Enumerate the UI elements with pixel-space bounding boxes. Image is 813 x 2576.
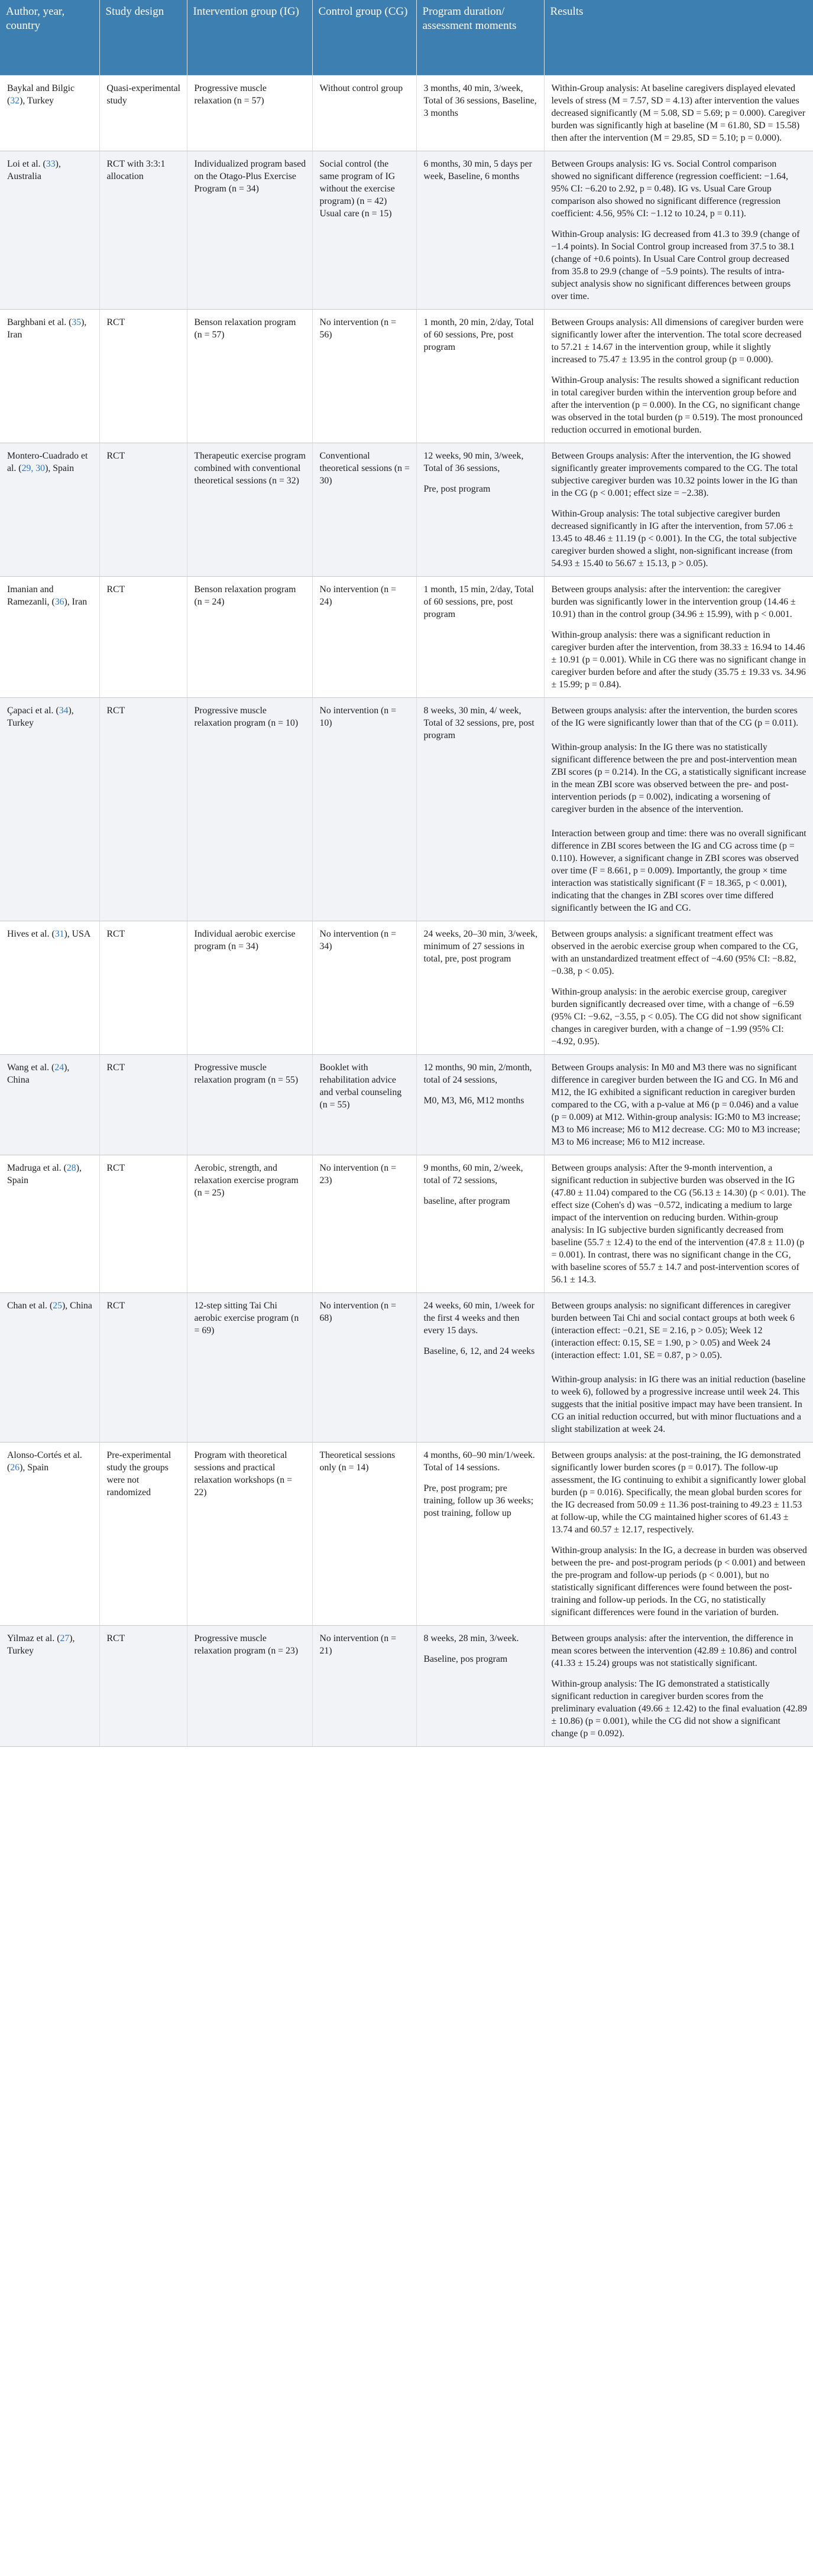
control-cell: No intervention (n = 23) — [312, 1155, 416, 1293]
duration-cell — [416, 1055, 544, 1155]
author-cell — [0, 1293, 99, 1443]
intervention-cell: Benson relaxation program (n = 24) — [187, 577, 312, 698]
table-body — [0, 76, 813, 1747]
results-cell — [544, 577, 813, 698]
author-text: Imanian and Ramezanli, ( — [7, 584, 55, 607]
author-text: Chan et al. ( — [7, 1301, 53, 1311]
study-design-cell: RCT — [99, 921, 187, 1055]
author-country: ), Australia — [7, 159, 61, 181]
results-cell — [544, 151, 813, 310]
author-country: ), Spain — [7, 1163, 82, 1185]
intervention-cell: Aerobic, strength, and relaxation exercise program (n = 25) — [187, 1155, 312, 1293]
results-paragraph: Between Groups analysis: All dimensions of caregiver burden were significantly lower after the intervention. The total score decreased to 57.21 ± 14.67 in the intervention group, while it slightly increased to 75.47 ± 13.95 in the control group (p = 0.000). — [551, 317, 804, 365]
results-paragraph: Interaction between group and time: there was no overall significant difference in ZBI scores between the IG and CG across time (p = 0.110). However, a significant change in ZBI scores was observed over time (F = 8.661, p = 0.009). Importantly, the group × time interaction was statistically significant (F = 18.365, p < 0.001), indicating that the changes in ZBI scores over time differed significantly between the IG and CG. — [551, 829, 806, 913]
reference-link[interactable]: 25 — [53, 1301, 62, 1311]
author-text: Yilmaz et al. ( — [7, 1633, 60, 1643]
study-design-cell: RCT — [99, 1155, 187, 1293]
results-paragraph: Between groups analysis: after the intervention, the burden scores of the IG were significantly lower than that of the CG (p = 0.011). — [551, 706, 799, 728]
author-country: ), Iran — [7, 317, 87, 340]
author-text: Barghbani et al. ( — [7, 317, 72, 327]
table-row — [0, 76, 813, 151]
author-text: Wang et al. ( — [7, 1063, 55, 1073]
results-cell — [544, 1155, 813, 1293]
author-text: Loi et al. ( — [7, 159, 46, 169]
reference-link[interactable]: 32 — [10, 96, 20, 106]
intervention-cell: Progressive muscle relaxation program (n = 23) — [187, 1626, 312, 1747]
duration-cell — [416, 698, 544, 921]
results-paragraph: Within-group analysis: In the IG there was no statistically significant difference between the pre and post-intervention mean ZBI scores (p = 0.214). In the CG, a statistically significant increase in the mean ZBI score was observed between the pre- and post-intervention periods (p = 0.002), indicating a worsening of caregiver burden in the absence of the intervention. — [551, 742, 806, 814]
table-row — [0, 1443, 813, 1626]
results-cell — [544, 1055, 813, 1155]
duration-cell — [416, 1443, 544, 1626]
control-cell: No intervention (n = 68) — [312, 1293, 416, 1443]
intervention-cell: Progressive muscle relaxation program (n = 10) — [187, 698, 312, 921]
duration-paragraph: Pre, post program; pre training, follow up 36 weeks; post training, follow up — [423, 1483, 534, 1518]
study-design-cell: Pre-experimental study the groups were not randomized — [99, 1443, 187, 1626]
author-text: Madruga et al. ( — [7, 1163, 67, 1173]
results-paragraph: Between groups analysis: after the intervention: the caregiver burden was significantly lower in the intervention group (14.46 ± 10.91) than in the control group (34.96 ± 15.99), with p < 0.001. — [551, 584, 796, 619]
results-paragraph: Within-group analysis: in the aerobic exercise group, caregiver burden significantly decreased over time, with a change of −6.59 (95% CI: −9.62, −3.55, p < 0.05). The CG did not show significant changes in caregiver burden, with a change of −1.99 (95% CI: −4.92, 0.95). — [551, 987, 802, 1047]
control-cell: Social control (the same program of IG without the exercise program) (n = 42) Usual care (n = 15) — [312, 151, 416, 310]
results-paragraph: Between Groups analysis: IG vs. Social Control comparison showed no significant difference (regression coefficient: −1.64, 95% CI: −6.20 to 2.92, p = 0.48). IG vs. Usual Care Group comparison also showed no significant difference (regression coefficient: 4.56, 95% CI: −1.12 to 10.24, p = 0.11). — [551, 159, 788, 219]
study-design-cell: RCT — [99, 1626, 187, 1747]
control-cell: Conventional theoretical sessions (n = 30) — [312, 443, 416, 577]
duration-cell — [416, 443, 544, 577]
results-paragraph: Between groups analysis: no significant differences in caregiver burden between Tai Chi and social contact groups at both week 6 (interaction effect: −0.21, SE = 2.16, p > 0.05); Week 12 (interaction effect: 0.15, SE = 1.90, p > 0.05) and Week 24 (interaction effect: 1.01, SE = 0.87, p > 0.05). — [551, 1301, 795, 1360]
results-paragraph: Between groups analysis: after the intervention, the difference in mean scores between the intervention (42.89 ± 10.86) and control (41.33 ± 15.24) groups was not statistically significant. — [551, 1633, 797, 1668]
results-cell — [544, 1443, 813, 1626]
results-paragraph: Between groups analysis: at the post-training, the IG demonstrated significantly lower burden scores (p = 0.017). The follow-up assessment, the IG continuing to exhibit a significantly lower global burden (p = 0.016). Specifically, the mean global burden scores for the IG decreased from 50.09 ± 11.36 post-training to 49.23 ± 11.53 at follow-up, while the CG maintained higher scores of 61.43 ± 13.74 and 60.57 ± 12.17, respectively. — [551, 1450, 806, 1535]
results-cell — [544, 921, 813, 1055]
author-cell — [0, 76, 99, 151]
intervention-cell: Individual aerobic exercise program (n = 34) — [187, 921, 312, 1055]
reference-link[interactable]: 26 — [10, 1463, 20, 1473]
control-cell: Theoretical sessions only (n = 14) — [312, 1443, 416, 1626]
intervention-cell: Program with theoretical sessions and practical relaxation workshops (n = 22) — [187, 1443, 312, 1626]
author-cell — [0, 310, 99, 443]
duration-paragraph: Baseline, 6, 12, and 24 weeks — [423, 1346, 535, 1356]
author-country: ), Turkey — [7, 1633, 75, 1656]
duration-cell — [416, 76, 544, 151]
author-cell — [0, 921, 99, 1055]
header-intervention: Intervention group (IG) — [187, 0, 312, 76]
table-row — [0, 1626, 813, 1747]
reference-link[interactable]: 29, 30 — [21, 463, 46, 473]
intervention-cell: Benson relaxation program (n = 57) — [187, 310, 312, 443]
duration-paragraph: Pre, post program — [423, 484, 491, 494]
results-cell — [544, 310, 813, 443]
control-cell: No intervention (n = 10) — [312, 698, 416, 921]
author-cell — [0, 698, 99, 921]
results-paragraph: Within-Group analysis: At baseline caregivers displayed elevated levels of stress (M = 7.57, SD = 4.13) after intervention the values decreased significantly (M = 5.08, SD = 5.69; p = 0.000). Caregiver burden was significantly high at baseline (M = 61.80, SD = 15.58) then after the intervention (M = 29.85, SD = 5.10; p = 0.000). — [551, 83, 805, 143]
results-paragraph: Within-group analysis: there was a significant reduction in caregiver burden after the intervention, from 38.33 ± 16.94 to 14.46 ± 10.91 (p = 0.001). While in CG there was no significant change in caregiver burden before and after the study (35.75 ± 19.33 vs. 34.96 ± 15.99; p = 0.84). — [551, 630, 806, 690]
results-paragraph: Between groups analysis: After the 9-month intervention, a significant reduction in subjective burden was observed in the IG (47.80 ± 11.04) compared to the CG (56.13 ± 14.30) (p < 0.01). The effect size (Cohen's d) was −0.572, indicating a medium to large impact of the intervention on reducing burden. Within-group analysis: In IG subjective burden significantly decreased from baseline (55.7 ± 12.4) to the end of the intervention (47.8 ± 11.0) (p = 0.001). In contrast, there was no significant change in the CG, with baseline scores of 55.7 ± 14.7 and post-intervention scores of 56.1 ± 14.3. — [551, 1163, 806, 1285]
results-paragraph: Within-Group analysis: The results showed a significant reduction in total caregiver burden within the intervention group before and after the intervention (p = 0.000). In the CG, no significant change was observed in the total burden (p = 0.519). The most pronounced reduction occurred in emotional burden. — [551, 375, 803, 435]
table-row — [0, 443, 813, 577]
reference-link[interactable]: 33 — [46, 159, 56, 169]
duration-paragraph: baseline, after program — [423, 1196, 510, 1206]
duration-cell — [416, 921, 544, 1055]
study-design-cell: RCT — [99, 1055, 187, 1155]
author-cell — [0, 443, 99, 577]
duration-paragraph: 4 months, 60–90 min/1/week. Total of 14 sessions. — [423, 1450, 535, 1473]
duration-cell — [416, 1626, 544, 1747]
duration-cell — [416, 1155, 544, 1293]
author-cell — [0, 577, 99, 698]
table-row — [0, 1293, 813, 1443]
results-cell — [544, 1293, 813, 1443]
results-cell — [544, 76, 813, 151]
author-text: Çapaci et al. ( — [7, 706, 59, 716]
author-text: Alonso-Cortés et al. ( — [7, 1450, 82, 1473]
duration-paragraph: 12 months, 90 min, 2/month, total of 24 sessions, — [423, 1063, 532, 1085]
reference-link[interactable]: 36 — [54, 597, 64, 607]
author-country: ), USA — [64, 929, 91, 939]
author-text: Baykal and Bilgic ( — [7, 83, 75, 106]
results-paragraph: Within-group analysis: In the IG, a decrease in burden was observed between the pre- and post-program periods (p < 0.001) and between the pre-program and follow-up periods (p < 0.001), but no statistically significant differences were found between the post-training and follow-up periods. In the CG, no statistically significant differences were found in the variation of burden. — [551, 1545, 807, 1617]
control-cell: No intervention (n = 24) — [312, 577, 416, 698]
author-country: ), Spain — [45, 463, 75, 473]
table-row — [0, 698, 813, 921]
author-text: Hives et al. ( — [7, 929, 55, 939]
results-paragraph: Within-Group analysis: The total subjective caregiver burden decreased significantly in IG after the intervention, from 57.06 ± 13.45 to 48.46 ± 11.19 (p < 0.001). In the CG, the total subjective caregiver burden showed a slight, non-significant increase (from 54.93 ± 15.40 to 56.67 ± 15.13, p > 0.05). — [551, 509, 797, 569]
author-country: ), China — [7, 1063, 70, 1085]
duration-paragraph: 8 weeks, 30 min, 4/ week, Total of 32 sessions, pre, post program — [423, 706, 535, 740]
duration-paragraph: Baseline, pos program — [423, 1654, 508, 1664]
duration-paragraph: 1 month, 20 min, 2/day, Total of 60 sessions, Pre, post program — [423, 317, 534, 352]
duration-paragraph: 1 month, 15 min, 2/day, Total of 60 sessions, pre, post program — [423, 584, 534, 619]
reference-link[interactable]: 35 — [72, 317, 82, 327]
table-row — [0, 577, 813, 698]
duration-paragraph: 24 weeks, 60 min, 1/week for the first 4 weeks and then every 15 days. — [423, 1301, 535, 1336]
study-design-cell: RCT — [99, 577, 187, 698]
reference-link[interactable]: 24 — [54, 1063, 64, 1073]
reference-link[interactable]: 27 — [60, 1633, 70, 1643]
author-country: ), Turkey — [20, 96, 54, 106]
author-country: ), Spain — [20, 1463, 49, 1473]
study-design-cell: RCT with 3:3:1 allocation — [99, 151, 187, 310]
duration-paragraph: M0, M3, M6, M12 months — [423, 1096, 524, 1106]
author-cell — [0, 1055, 99, 1155]
duration-paragraph: 6 months, 30 min, 5 days per week, Baseline, 6 months — [423, 159, 532, 181]
results-cell — [544, 698, 813, 921]
author-country: ), Iran — [64, 597, 88, 607]
study-design-cell: Quasi-experimental study — [99, 76, 187, 151]
header-duration: Program duration/ assessment moments — [416, 0, 544, 76]
table-row — [0, 921, 813, 1055]
author-country: ), Turkey — [7, 706, 74, 728]
duration-paragraph: 12 weeks, 90 min, 3/week, Total of 36 sessions, — [423, 451, 524, 473]
header-results: Results — [544, 0, 813, 76]
header-study-design: Study design — [99, 0, 187, 76]
duration-cell — [416, 310, 544, 443]
header-author: Author, year, country — [0, 0, 99, 76]
table-row — [0, 1155, 813, 1293]
duration-cell — [416, 577, 544, 698]
control-cell: No intervention (n = 34) — [312, 921, 416, 1055]
author-country: ), China — [62, 1301, 92, 1311]
results-paragraph: Within-group analysis: The IG demonstrated a statistically significant reduction in caregiver burden scores from the preliminary evaluation (49.66 ± 12.42) to the final evaluation (42.89 ± 10.86) (p = 0.001), while the CG did not show a significant change (p = 0.092). — [551, 1679, 807, 1739]
author-cell — [0, 1626, 99, 1747]
results-paragraph: Between Groups analysis: After the intervention, the IG showed significantly greater improvements compared to the CG. The total subjective caregiver burden was 10.32 points lower in the IG than in the CG (p < 0.001; effect size = −2.38). — [551, 451, 798, 498]
results-paragraph: Between groups analysis: a significant treatment effect was observed in the aerobic exercise group when compared to the CG, with an unstandardized treatment effect of −4.60 (95% CI: −8.82, −0.38, p < 0.05). — [551, 929, 798, 976]
intervention-cell: Therapeutic exercise program combined with conventional theoretical sessions (n = 32) — [187, 443, 312, 577]
duration-paragraph: 9 months, 60 min, 2/week, total of 72 sessions, — [423, 1163, 523, 1185]
results-paragraph: Between Groups analysis: In M0 and M3 there was no significant difference in caregiver burden between the IG and CG. In M6 and M12, the IG exhibited a significant reduction in caregiver burden compared to the CG, with a p-value at M6 (p = 0.046) and a value (p = 0.009) at M12. Within-group analysis: IG:M0 to M3 increase; M3 to M6 increase; M6 to M12 decrease. CG: M0 to M3 increase; M3 to M6 increase; M6 to M12 increase. — [551, 1063, 801, 1147]
duration-paragraph: 3 months, 40 min, 3/week, Total of 36 sessions, Baseline, 3 months — [423, 83, 537, 118]
results-paragraph: Within-Group analysis: IG decreased from 41.3 to 39.9 (change of −1.4 points). In Social Control group increased from 37.5 to 38.1 (change of +0.6 points). In Usual Care Control group decreased from 35.8 to 29.9 (change of −5.9 points). The results of intra-subject analysis show no significant differences between groups over time. — [551, 229, 800, 301]
study-design-cell: RCT — [99, 698, 187, 921]
study-design-cell: RCT — [99, 443, 187, 577]
header-control: Control group (CG) — [312, 0, 416, 76]
author-cell — [0, 1155, 99, 1293]
study-design-cell: RCT — [99, 1293, 187, 1443]
control-cell: No intervention (n = 56) — [312, 310, 416, 443]
results-cell — [544, 443, 813, 577]
results-cell — [544, 1626, 813, 1747]
intervention-cell: 12-step sitting Tai Chi aerobic exercise program (n = 69) — [187, 1293, 312, 1443]
reference-link[interactable]: 28 — [66, 1163, 76, 1173]
duration-paragraph: 8 weeks, 28 min, 3/week. — [423, 1633, 519, 1643]
table-row — [0, 310, 813, 443]
intervention-cell: Individualized program based on the Otago-Plus Exercise Program (n = 34) — [187, 151, 312, 310]
intervention-cell: Progressive muscle relaxation program (n = 55) — [187, 1055, 312, 1155]
intervention-cell: Progressive muscle relaxation (n = 57) — [187, 76, 312, 151]
control-cell: No intervention (n = 21) — [312, 1626, 416, 1747]
author-cell — [0, 1443, 99, 1626]
duration-cell — [416, 151, 544, 310]
reference-link[interactable]: 31 — [54, 929, 64, 939]
duration-cell — [416, 1293, 544, 1443]
duration-paragraph: 24 weeks, 20–30 min, 3/week, minimum of 27 sessions in total, pre, post program — [423, 929, 538, 964]
study-design-cell: RCT — [99, 310, 187, 443]
results-paragraph: Within-group analysis: in IG there was an initial reduction (baseline to week 6), followed by a progressive increase until week 24. This suggests that the initial positive impact may have been transient. In CG an initial reduction occurred, but with minor fluctuations and a slight stabilization at week 24. — [551, 1375, 806, 1434]
reference-link[interactable]: 34 — [59, 706, 69, 716]
control-cell: Without control group — [312, 76, 416, 151]
table-row — [0, 1055, 813, 1155]
control-cell: Booklet with rehabilitation advice and verbal counseling (n = 55) — [312, 1055, 416, 1155]
table-row — [0, 151, 813, 310]
author-text: Montero-Cuadrado et al. ( — [7, 451, 88, 473]
table-header-row — [0, 0, 813, 76]
author-cell — [0, 151, 99, 310]
